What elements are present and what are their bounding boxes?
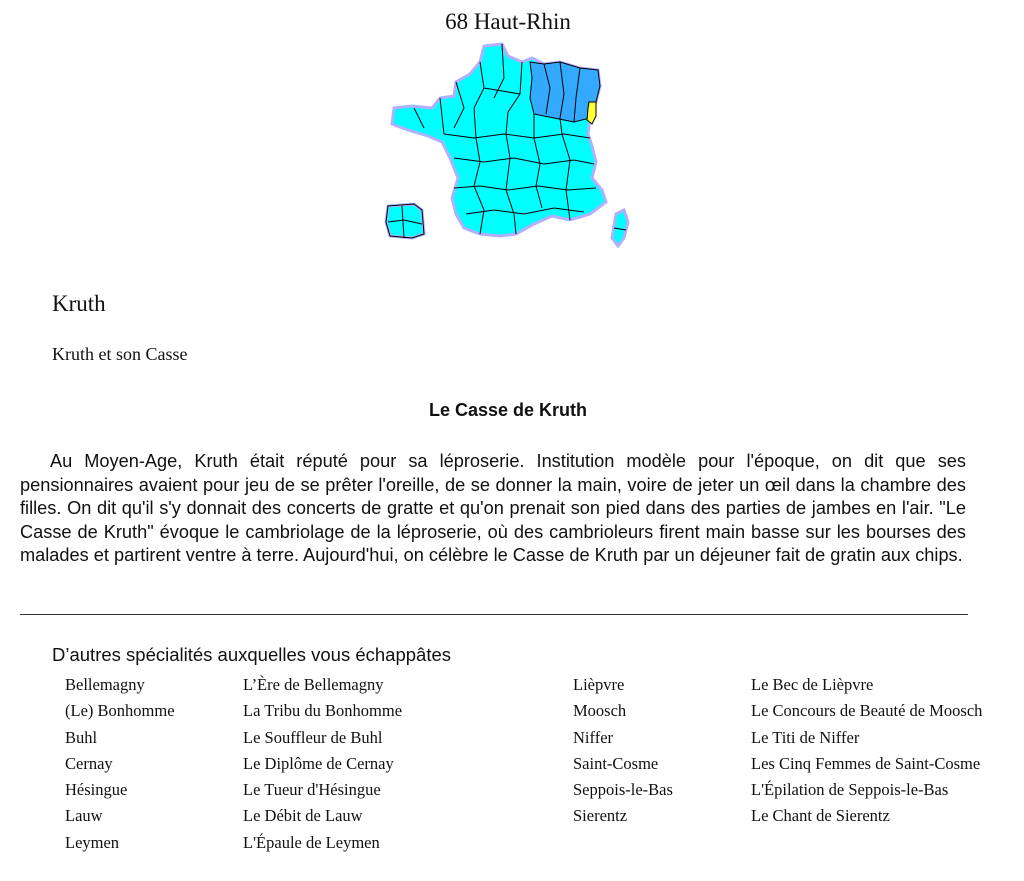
town-name: Saint-Cosme	[573, 753, 659, 773]
list-item	[573, 777, 1023, 803]
commune-subtitle: Kruth et son Casse	[52, 344, 188, 364]
specialty-name: Les Cinq Femmes de Saint-Cosme	[751, 753, 981, 773]
specialty-name: Le Chant de Sierentz	[751, 806, 890, 826]
list-item	[65, 698, 525, 724]
other-specialties-title: D’autres spécialités auxquelles vous échappâtes	[52, 644, 452, 665]
town-name: Moosch	[573, 701, 627, 721]
haut-rhin-highlight	[587, 102, 596, 124]
town-name: Niffer	[573, 727, 614, 747]
overseas-inset	[386, 204, 424, 238]
specialty-name: L'Épaule de Leymen	[243, 832, 380, 852]
town-name: Seppois-le-Bas	[573, 780, 673, 800]
list-item	[65, 803, 525, 829]
corsica	[612, 210, 628, 246]
town-name: Leymen	[65, 832, 120, 852]
list-item	[573, 751, 1023, 777]
mainland-france	[392, 44, 606, 236]
list-item	[65, 751, 525, 777]
section-divider	[20, 614, 968, 615]
specialty-name: L'Épilation de Seppois-le-Bas	[751, 780, 949, 800]
list-item	[573, 803, 1023, 829]
town-name: Lièpvre	[573, 675, 625, 694]
town-name: Lauw	[65, 806, 103, 826]
specialty-name: Le Titi de Niffer	[751, 727, 860, 747]
specialty-name: Le Souffleur de Buhl	[243, 727, 383, 747]
town-name: Cernay	[65, 753, 113, 773]
department-title: 68 Haut-Rhin	[445, 9, 571, 34]
list-item	[573, 698, 1023, 724]
commune-name: Kruth	[52, 291, 106, 316]
town-name: Buhl	[65, 727, 98, 747]
list-item	[65, 777, 525, 803]
list-item	[65, 672, 525, 698]
town-name: Sierentz	[573, 806, 628, 826]
town-name: (Le) Bonhomme	[65, 701, 175, 721]
list-item	[65, 725, 525, 751]
france-departments-map	[384, 38, 640, 250]
specialty-name: Le Débit de Lauw	[243, 806, 363, 826]
list-item	[573, 725, 1023, 751]
specialty-name: Le Bec de Lièpvre	[751, 675, 874, 694]
specialties-list-left	[65, 672, 525, 856]
specialty-name: Le Diplôme de Cernay	[243, 753, 394, 773]
town-name: Hésingue	[65, 780, 128, 800]
specialty-name: La Tribu du Bonhomme	[243, 701, 403, 721]
specialty-name: L’Ère de Bellemagny	[243, 675, 384, 694]
list-item	[65, 830, 525, 856]
town-name: Bellemagny	[65, 675, 145, 694]
specialty-name: Le Concours de Beauté de Moosch	[751, 701, 983, 721]
specialty-name: Le Tueur d'Hésingue	[243, 780, 381, 800]
list-item	[573, 672, 1023, 698]
story-body: Au Moyen-Age, Kruth était réputé pour sa léproserie. Institution modèle pour l'époque, on dit que ses pensionnaires avaient pour jeu de se prêter l'oreille, de se donner la main, voire de jeter un œil dans la chambre des filles. On dit qu'il s'y donnait des concerts de gratte et qu'on prenait son pied dans des parties de jambes en l'air. "Le Casse de Kruth" évoque le cambriolage de la léproserie, où des cambrioleurs firent main basse sur les bourses des malades et partirent ventre à terre. Aujourd'hui, on célèbre le Casse de Kruth par un déjeuner fait de gratin aux chips.	[20, 451, 966, 566]
specialties-list-right	[573, 672, 1023, 830]
story-title: Le Casse de Kruth	[428, 400, 588, 420]
